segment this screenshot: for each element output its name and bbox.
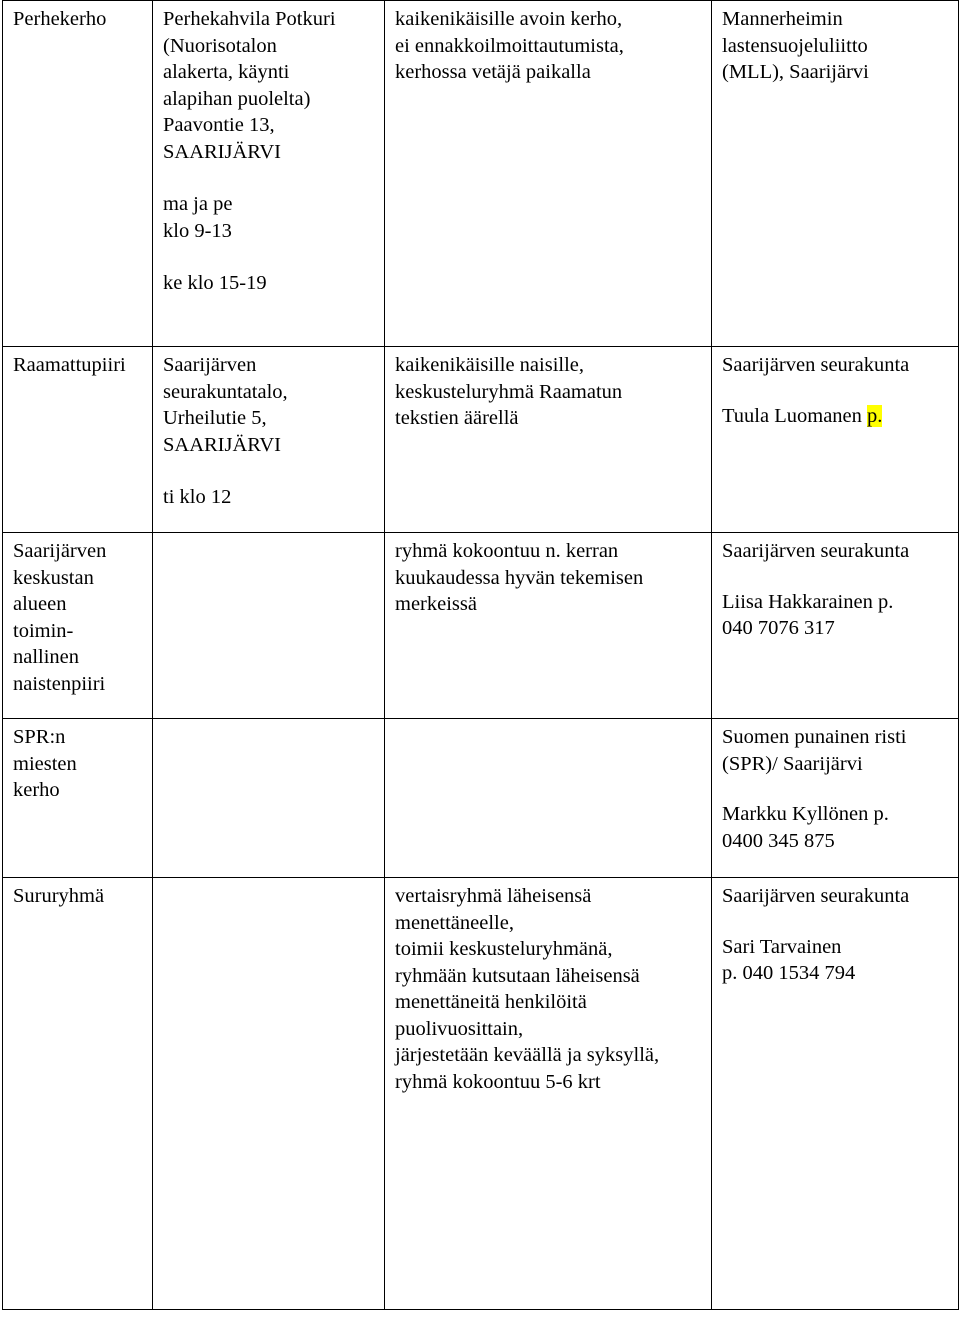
- place-line: Perhekahvila Potkuri: [163, 8, 336, 30]
- table-row: [3, 533, 959, 719]
- description-line: ryhmään kutsutaan läheisensä: [395, 964, 640, 987]
- description-line: menettäneelle,: [395, 911, 514, 934]
- time-line: ti klo 12: [163, 486, 232, 508]
- spacer: [722, 565, 950, 589]
- table-row: [3, 719, 959, 878]
- place-line: alapihan puolelta): [163, 87, 311, 110]
- table-row: [3, 878, 959, 1310]
- place-cell: [153, 533, 385, 719]
- description-line: kaikenikäisille naisille,: [395, 354, 585, 376]
- description-line: puolivuosittain,: [395, 1017, 524, 1040]
- contact-line: Markku Kyllönen p.: [722, 803, 889, 825]
- time-line: ke klo 15-19: [163, 272, 267, 294]
- description-line: vertaisryhmä läheisensä: [395, 885, 592, 907]
- place-cell: [153, 878, 385, 1310]
- organizer-cell: [712, 719, 959, 878]
- spacer: [163, 458, 376, 484]
- description-line: merkeissä: [395, 593, 477, 615]
- description-line: tekstien äärellä: [395, 407, 519, 429]
- activity-name: miesten: [13, 752, 77, 775]
- activity-name: Raamattupiiri: [13, 354, 126, 376]
- place-line: SAARIJÄRVI: [163, 140, 281, 163]
- description-line: kaikenikäisille avoin kerho,: [395, 8, 623, 30]
- description-line: menettäneitä henkilöitä: [395, 991, 587, 1013]
- time-line: ma ja pe: [163, 193, 233, 215]
- description-cell: [385, 878, 712, 1310]
- organizer-line: Saarijärven seurakunta: [722, 885, 910, 907]
- place-cell: [153, 719, 385, 878]
- activity-name: Sururyhmä: [13, 885, 105, 907]
- activity-name: keskustan: [13, 566, 94, 589]
- spacer: [163, 165, 376, 191]
- place-cell: [153, 1, 385, 347]
- activity-cell: [3, 347, 153, 533]
- description-cell: [385, 533, 712, 719]
- description-cell: [385, 347, 712, 533]
- organizer-cell: [712, 533, 959, 719]
- description-cell: [385, 719, 712, 878]
- place-line: (Nuorisotalon: [163, 34, 277, 57]
- place-line: SAARIJÄRVI: [163, 433, 281, 456]
- organizer-line: Mannerheimin: [722, 8, 843, 30]
- contact-line: [722, 403, 950, 430]
- organizer-line: lastensuojeluliitto: [722, 34, 868, 57]
- organizer-line: (MLL), Saarijärvi: [722, 61, 869, 83]
- time-line: klo 9-13: [163, 219, 232, 242]
- activity-name: Saarijärven: [13, 540, 107, 562]
- contact-line: 0400 345 875: [722, 829, 835, 852]
- activity-name: nallinen: [13, 646, 80, 668]
- place-cell: [153, 347, 385, 533]
- contact-line: Sari Tarvainen: [722, 935, 842, 958]
- organizer-cell: [712, 878, 959, 1310]
- activity-cell: [3, 533, 153, 719]
- table-row: [3, 347, 959, 533]
- place-line: alakerta, käynti: [163, 61, 290, 83]
- place-line: Paavontie 13,: [163, 114, 275, 136]
- place-line: seurakuntatalo,: [163, 380, 288, 403]
- table-row: [3, 1, 959, 347]
- description-cell: [385, 1, 712, 347]
- description-line: järjestetään keväällä ja syksyllä,: [395, 1044, 660, 1066]
- place-line: Urheilutie 5,: [163, 407, 267, 429]
- activity-name: naistenpiiri: [13, 672, 106, 695]
- description-line: ei ennakkoilmoittautumista,: [395, 34, 624, 57]
- activity-name: SPR:n: [13, 726, 66, 748]
- contact-line: Liisa Hakkarainen p.: [722, 590, 894, 613]
- organizer-cell: [712, 1, 959, 347]
- activity-cell: [3, 878, 153, 1310]
- activity-name: alueen: [13, 593, 67, 615]
- activity-cell: [3, 1, 153, 347]
- description-line: toimii keskusteluryhmänä,: [395, 938, 613, 960]
- organizer-line: (SPR)/ Saarijärvi: [722, 752, 863, 775]
- organizer-cell: [712, 347, 959, 533]
- description-line: kuukaudessa hyvän tekemisen: [395, 566, 644, 589]
- activity-name: Perhekerho: [13, 8, 107, 30]
- activity-cell: [3, 719, 153, 878]
- contact-line: p. 040 1534 794: [722, 962, 856, 984]
- description-line: ryhmä kokoontuu n. kerran: [395, 540, 619, 562]
- spacer: [722, 379, 950, 403]
- activities-table: [2, 0, 959, 1310]
- spacer: [163, 244, 376, 270]
- description-line: keskusteluryhmä Raamatun: [395, 380, 623, 403]
- spacer: [722, 777, 950, 801]
- highlighted-text: p.: [867, 404, 883, 427]
- description-line: ryhmä kokoontuu 5-6 krt: [395, 1070, 601, 1093]
- description-line: kerhossa vetäjä paikalla: [395, 61, 591, 83]
- contact-name: Tuula Luomanen: [722, 404, 862, 427]
- organizer-line: Suomen punainen risti: [722, 726, 907, 748]
- contact-line: 040 7076 317: [722, 617, 835, 639]
- spacer: [722, 910, 950, 934]
- activity-name: kerho: [13, 779, 60, 801]
- organizer-line: Saarijärven seurakunta: [722, 354, 910, 376]
- activity-name: toimin-: [13, 619, 74, 642]
- place-line: Saarijärven: [163, 354, 257, 376]
- organizer-line: Saarijärven seurakunta: [722, 540, 910, 562]
